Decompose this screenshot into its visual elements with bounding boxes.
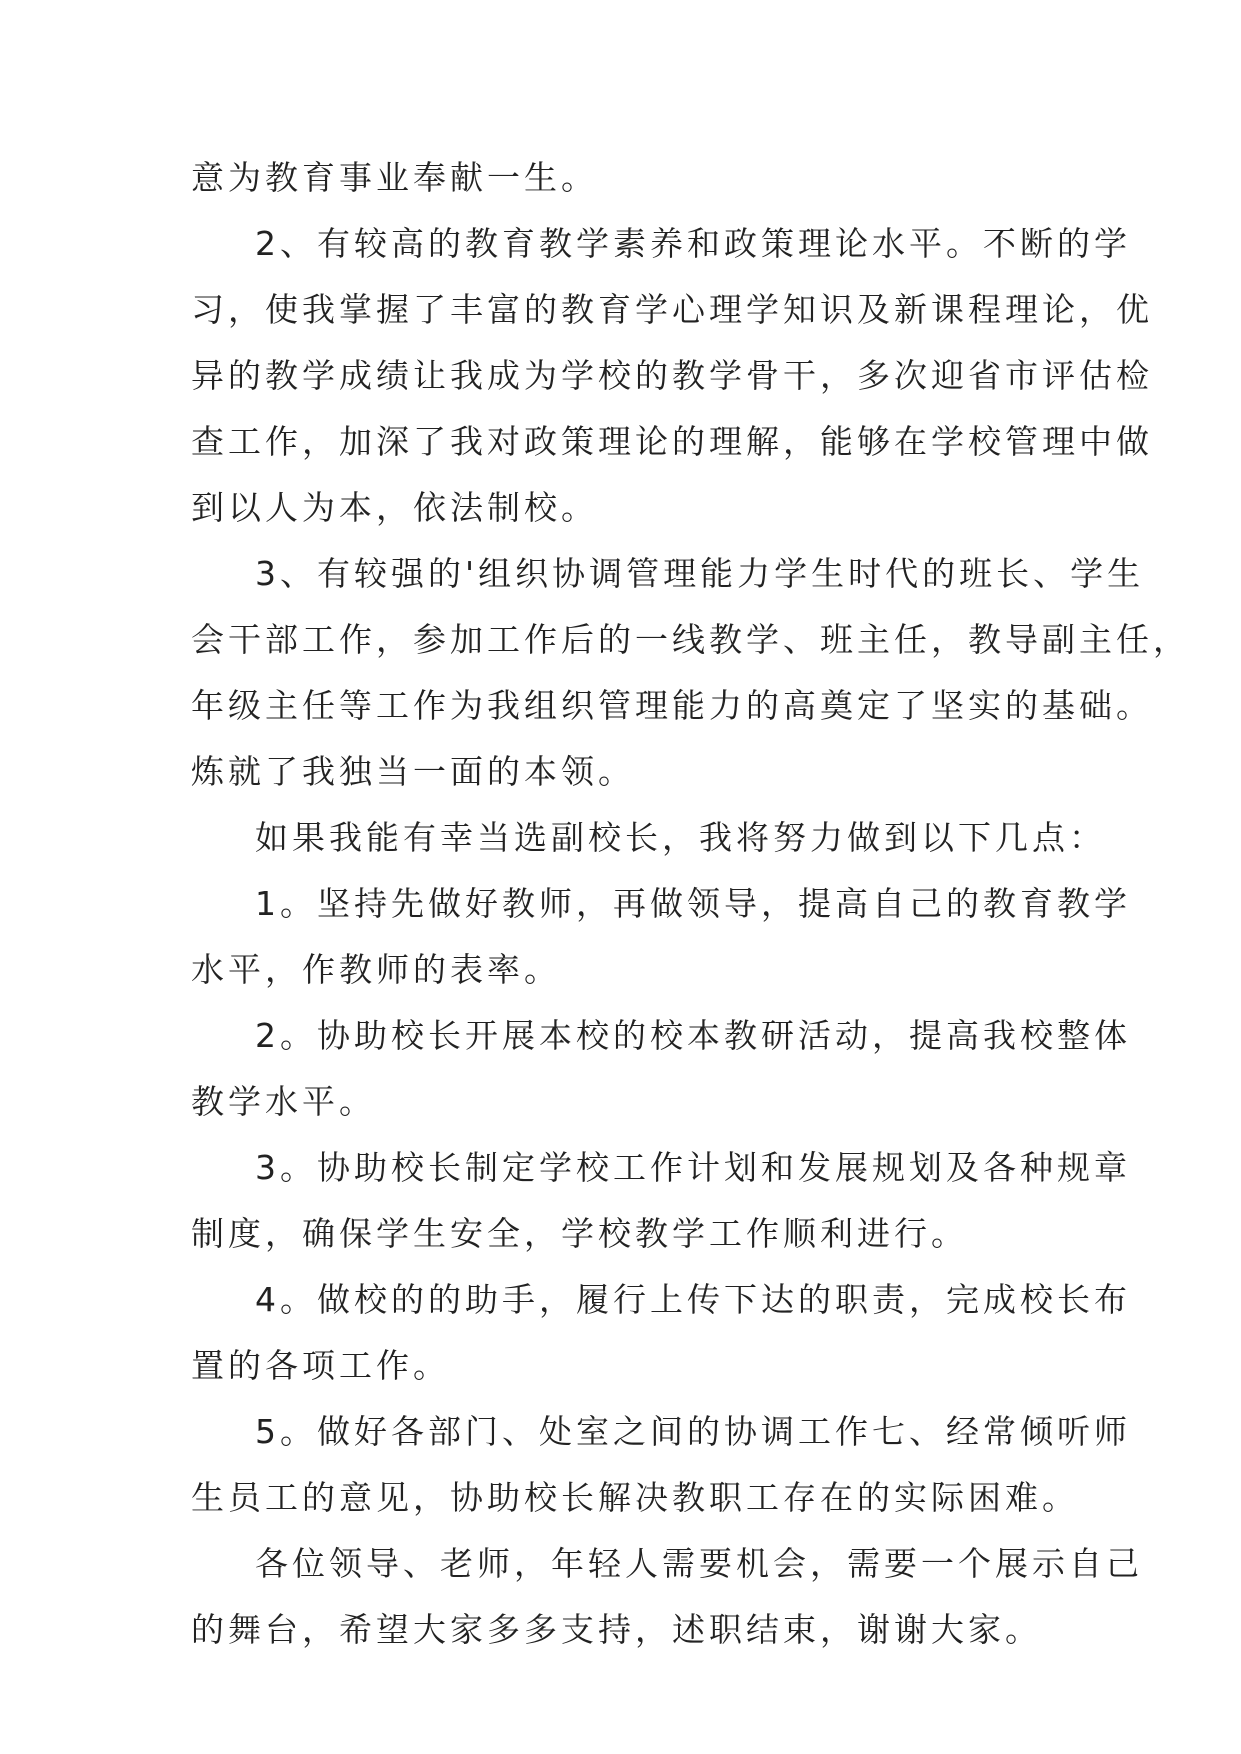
text-line: 意为教育事业奉献一生。 (191, 158, 598, 197)
text-line: 3、有较强的'组织协调管理能力学生时代的班长、学生 (255, 554, 1145, 593)
text-line: 生员工的意见，协助校长解决教职工存在的实际困难。 (191, 1478, 1079, 1517)
text-line: 水平，作教师的表率。 (191, 950, 561, 989)
text-line: 4。做校的的助手，履行上传下达的职责，完成校长布 (255, 1280, 1131, 1319)
text-line: 到以人为本，依法制校。 (191, 488, 598, 527)
text-line: 的舞台，希望大家多多支持，述职结束，谢谢大家。 (191, 1610, 1042, 1649)
text-line: 查工作，加深了我对政策理论的理解，能够在学校管理中做 (191, 422, 1153, 461)
text-line: 习，使我掌握了丰富的教育学心理学知识及新课程理论，优 (191, 290, 1153, 329)
text-line: 5。做好各部门、处室之间的协调工作七、经常倾听师 (255, 1412, 1131, 1451)
text-line: 炼就了我独当一面的本领。 (191, 752, 635, 791)
text-line: 置的各项工作。 (191, 1346, 450, 1385)
text-line: 如果我能有幸当选副校长，我将努力做到以下几点： (255, 818, 1106, 857)
text-line: 2、有较高的教育教学素养和政策理论水平。不断的学 (255, 224, 1131, 263)
text-line: 2。协助校长开展本校的校本教研活动，提高我校整体 (255, 1016, 1131, 1055)
text-line: 制度，确保学生安全，学校教学工作顺利进行。 (191, 1214, 968, 1253)
text-line: 教学水平。 (191, 1082, 376, 1121)
text-line: 3。协助校长制定学校工作计划和发展规划及各种规章 (255, 1148, 1131, 1187)
document-body (191, 158, 1190, 1678)
text-line: 年级主任等工作为我组织管理能力的高奠定了坚实的基础。 (191, 686, 1153, 725)
text-line: 1。坚持先做好教师，再做领导，提高自己的教育教学 (255, 884, 1131, 923)
text-line: 各位领导、老师，年轻人需要机会，需要一个展示自己 (255, 1544, 1143, 1583)
text-line: 会干部工作，参加工作后的一线教学、班主任，教导副主任， (191, 620, 1190, 659)
text-line: 异的教学成绩让我成为学校的教学骨干，多次迎省市评估检 (191, 356, 1153, 395)
